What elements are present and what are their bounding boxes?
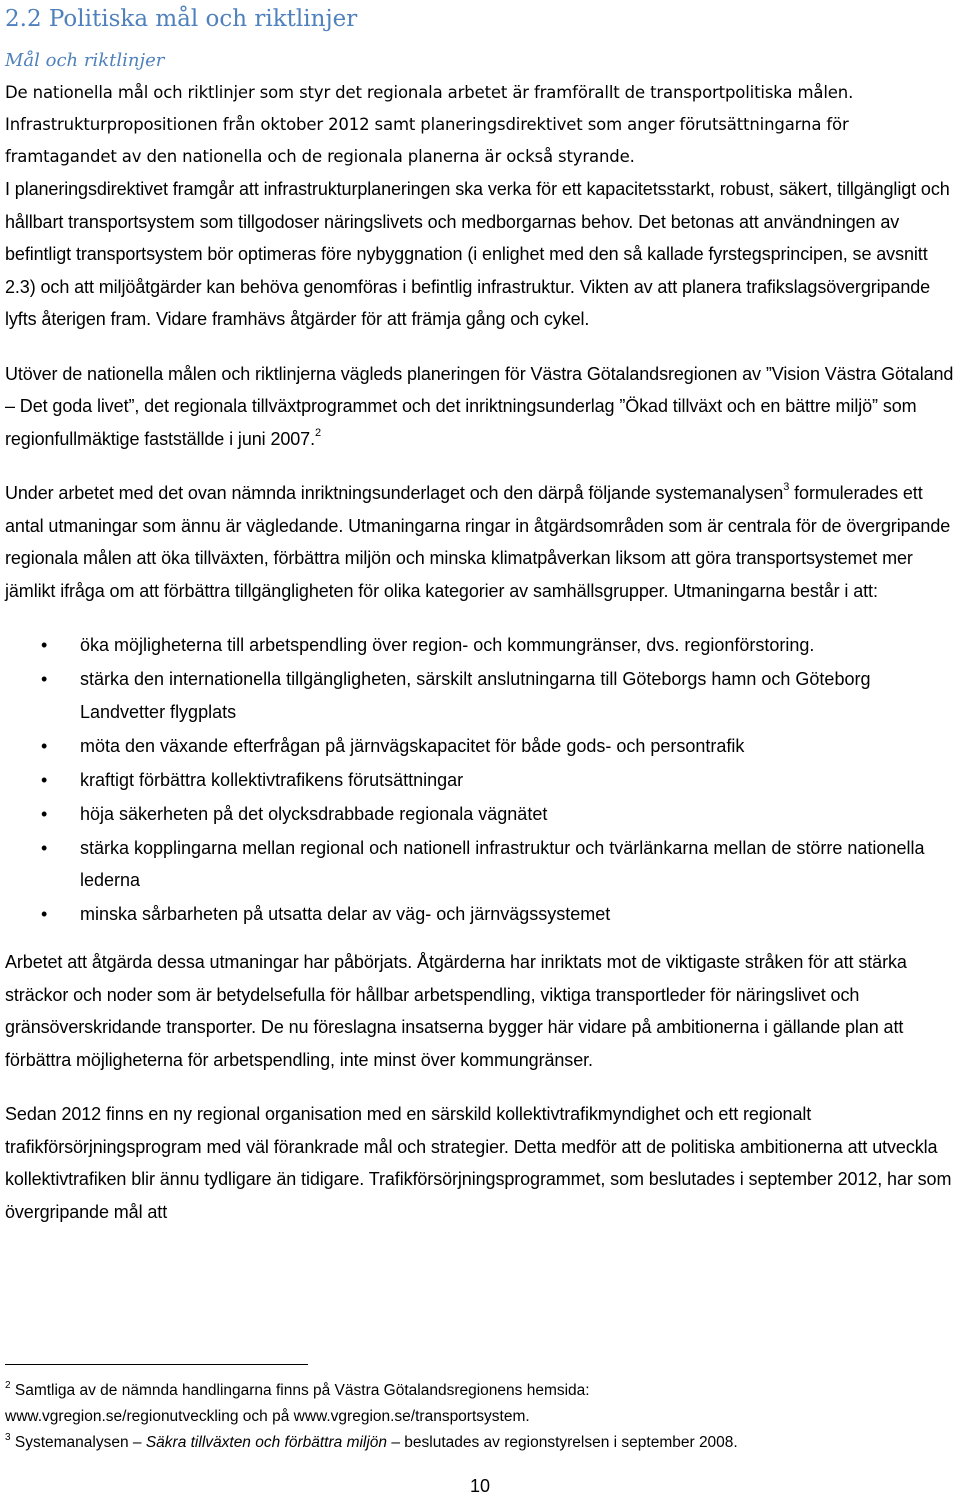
- footnote-ref-3[interactable]: 3: [783, 481, 790, 493]
- footnotes: [5, 1378, 955, 1456]
- bullet-icon: •: [41, 837, 48, 858]
- list-item: • kraftigt förbättra kollektivtrafikens förutsättningar: [5, 764, 957, 797]
- footnote-number: 2: [5, 1380, 11, 1391]
- footnote-divider: [5, 1364, 308, 1365]
- paragraph-organisation: Sedan 2012 finns en ny regional organisation med en särskild kollektivtrafikmyndighet och ett regionalt trafikförsörjningsprogram med väl förankrade mål och strategier. Detta medför att de politiska ambitionerna att utveckla kollektivtrafiken blir ännu tydligare än tidigare. Trafikförsörjningsprogrammet, som beslutades i september 2012, har som övergripande mål att: [5, 1104, 952, 1222]
- list-item: • stärka kopplingarna mellan regional och nationell infrastruktur och tvärlänkarna mellan de större nationella lederna: [5, 832, 957, 897]
- challenges-list: [5, 629, 957, 931]
- list-item: • minska sårbarheten på utsatta delar av väg- och järnvägssystemet: [5, 898, 957, 931]
- bullet-icon: •: [41, 669, 48, 689]
- footnote-number: 3: [5, 1432, 11, 1443]
- footnote-2: $^2$ Samtliga av de nämnda handlingarna finns på Västra Götalandsregionens hemsida:: [5, 1380, 590, 1399]
- footnote-3: $^3$ Systemanalysen – Säkra tillväxten och förbättra miljön – beslutades av regionstyrelsen i september 2008.: [5, 1432, 738, 1451]
- paragraph-challenges-text-a: Under arbetet med det ovan nämnda inriktningsunderlaget och den därpå följande systemanalysen: [5, 483, 784, 503]
- bullet-icon: •: [41, 735, 48, 756]
- paragraph-regional-guidelines-text: Utöver de nationella målen och riktlinjerna vägleds planeringen för Västra Götalandsregionen av ”Vision Västra Götaland – Det goda livet”, det regionala tillväxtprogrammet och det inriktningsunderlag ”Ökad tillväxt och en bättre miljö” som regionfullmäktige fastställde i juni 2007.: [5, 363, 954, 449]
- intro-paragraph: De nationella mål och riktlinjer som styr det regionala arbetet är framförallt de transportpolitiska målen. Infrastrukturpropositionen från oktober 2012 samt planeringsdirektivet som anger förutsättningarna för framtagandet av den nationella och de regionala planerna är också styrande.: [5, 83, 854, 166]
- paragraph-challenges-text-b: formulerades ett antal utmaningar som ännu är vägledande. Utmaningarna ringar in åtgärdsområden som är centrala för de övergripande regionala målen att öka tillväxten, förbättra miljön och minska klimatpåverkan liksom att göra transportsystemet mer jämlikt ifråga om att förbättra tillgängligheten för olika kategorier av samhällsgrupper. Utmaningarna består i att:: [5, 483, 951, 601]
- subsection-heading: Mål och riktlinjer: [5, 50, 165, 71]
- list-item: • stärka den internationella tillgängligheten, särskilt anslutningarna till Göteborgs hamn och Göteborg Landvetter flygplats: [5, 663, 957, 728]
- bullet-icon: •: [41, 904, 48, 924]
- list-item: • öka möjligheterna till arbetspendling över region- och kommungränser, dvs. regionförstoring.: [5, 629, 957, 662]
- paragraph-regional-guidelines: [5, 358, 957, 456]
- page-number: 10: [469, 1476, 491, 1496]
- footnote-2-links[interactable]: www.vgregion.se/regionutveckling och på www.vgregion.se/transportsystem.: [5, 1408, 530, 1425]
- paragraph-challenges: [5, 477, 957, 607]
- document-page: [5, 0, 957, 1228]
- footnote-ref-2[interactable]: 2: [314, 426, 322, 439]
- bullet-icon: •: [41, 635, 48, 655]
- paragraph-measures: Arbetet att åtgärda dessa utmaningar har påbörjats. Åtgärderna har inriktats mot de viktigaste stråken för att stärka sträckor och noder som är betydelsefulla för hållbar arbetspendling, viktiga transportleder för näringslivet och gränsöverskridande transporter. De nu föreslagna insatserna bygger här vidare på ambitionerna i gällande plan att förbättra möjligheterna för arbetspendling, inte minst över kommungränser.: [5, 952, 907, 1070]
- list-item: • höja säkerheten på det olycksdrabbade regionala vägnätet: [5, 798, 957, 831]
- section-heading: 2.2 Politiska mål och riktlinjer: [5, 6, 358, 32]
- paragraph-planning-directive: I planeringsdirektivet framgår att infrastrukturplaneringen ska verka för ett kapacitetsstarkt, robust, säkert, tillgängligt och hållbart transportsystem som tillgodoser näringslivets och medborgarnas behov. Det betonas att användningen av befintligt transportsystem bör optimeras före nybyggnation (i enlighet med den så kallade fyrstegsprincipen, se avsnitt 2.3) och att miljöåtgärder kan behöva genomföras i befintlig infrastruktur. Vikten av att planera trafikslagsövergripande lyfts återigen fram. Vidare framhävs åtgärder för att främja gång och cykel.: [5, 179, 950, 329]
- list-item: • möta den växande efterfrågan på järnvägskapacitet för både gods- och persontrafik: [5, 730, 957, 763]
- bullet-icon: •: [41, 769, 48, 790]
- footnote-3-title: Säkra tillväxten och förbättra miljön: [145, 1434, 388, 1451]
- bullet-icon: •: [41, 803, 48, 824]
